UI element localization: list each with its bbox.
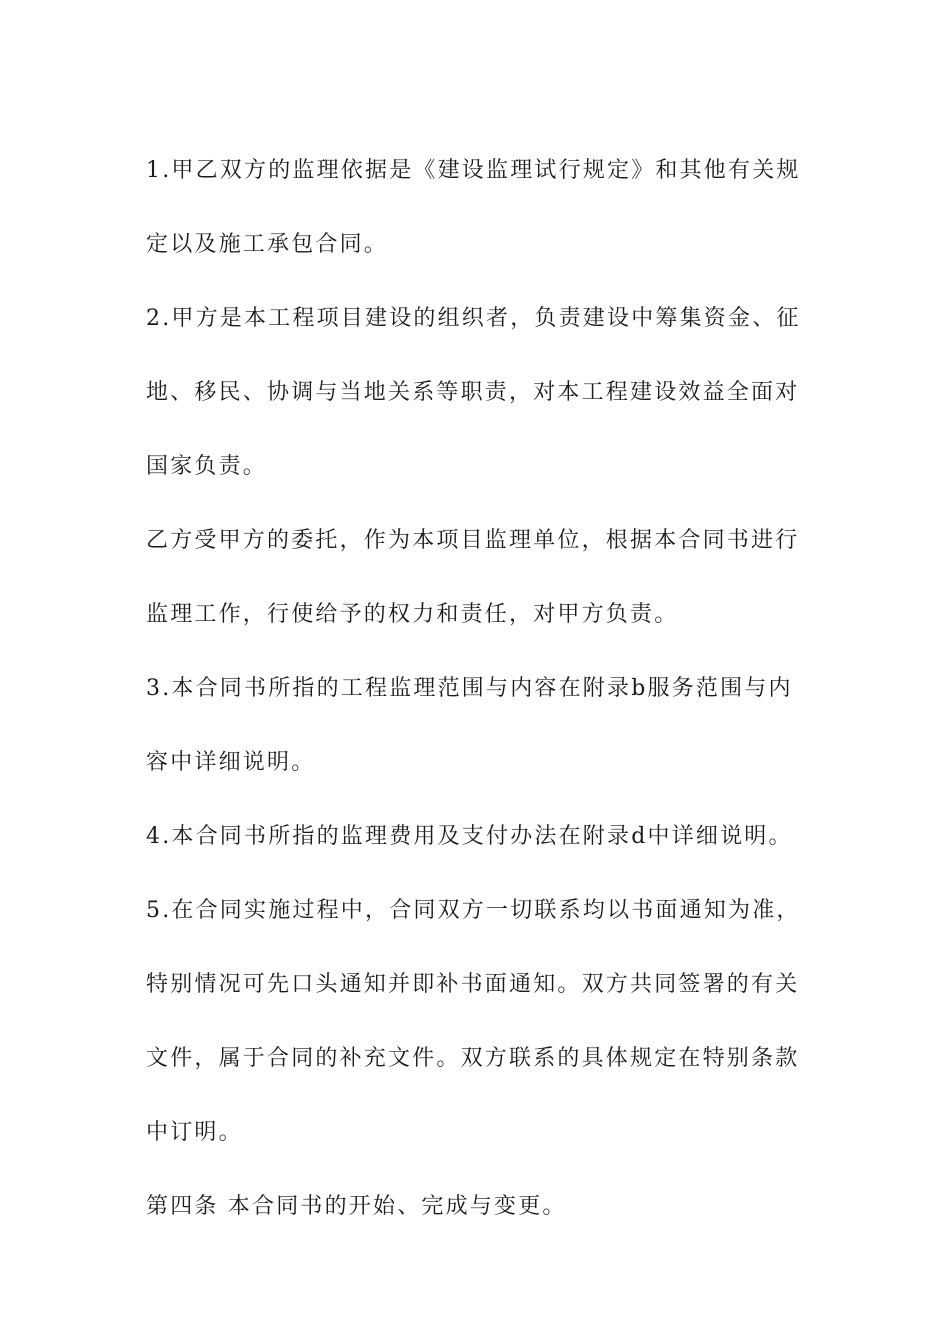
- paragraph-4: 3.本合同书所指的工程监理范围与内容在附录b服务范围与内容中详细说明。: [146, 676, 793, 775]
- document-body: [146, 134, 816, 1244]
- paragraph-5: 4.本合同书所指的监理费用及支付办法在附录d中详细说明。: [146, 824, 793, 849]
- paragraph-1: 1.甲乙双方的监理依据是《建设监理试行规定》和其他有关规定以及施工承包合同。: [146, 158, 801, 257]
- paragraph-2: 2.甲方是本工程项目建设的组织者，负责建设中筹集资金、征地、移民、协调与当地关系等职责，对本工程建设效益全面对国家负责。: [146, 306, 801, 479]
- section-heading: 第四条 本合同书的开始、完成与变更。: [146, 1194, 567, 1219]
- paragraph-6: 5.在合同实施过程中，合同双方一切联系均以书面通知为准，特别情况可先口头通知并即补书面通知。双方共同签署的有关文件，属于合同的补充文件。双方联系的具体规定在特别条款中订明。: [146, 898, 801, 1145]
- paragraph-3: 乙方受甲方的委托，作为本项目监理单位，根据本合同书进行监理工作，行使给予的权力和责任，对甲方负责。: [146, 528, 800, 627]
